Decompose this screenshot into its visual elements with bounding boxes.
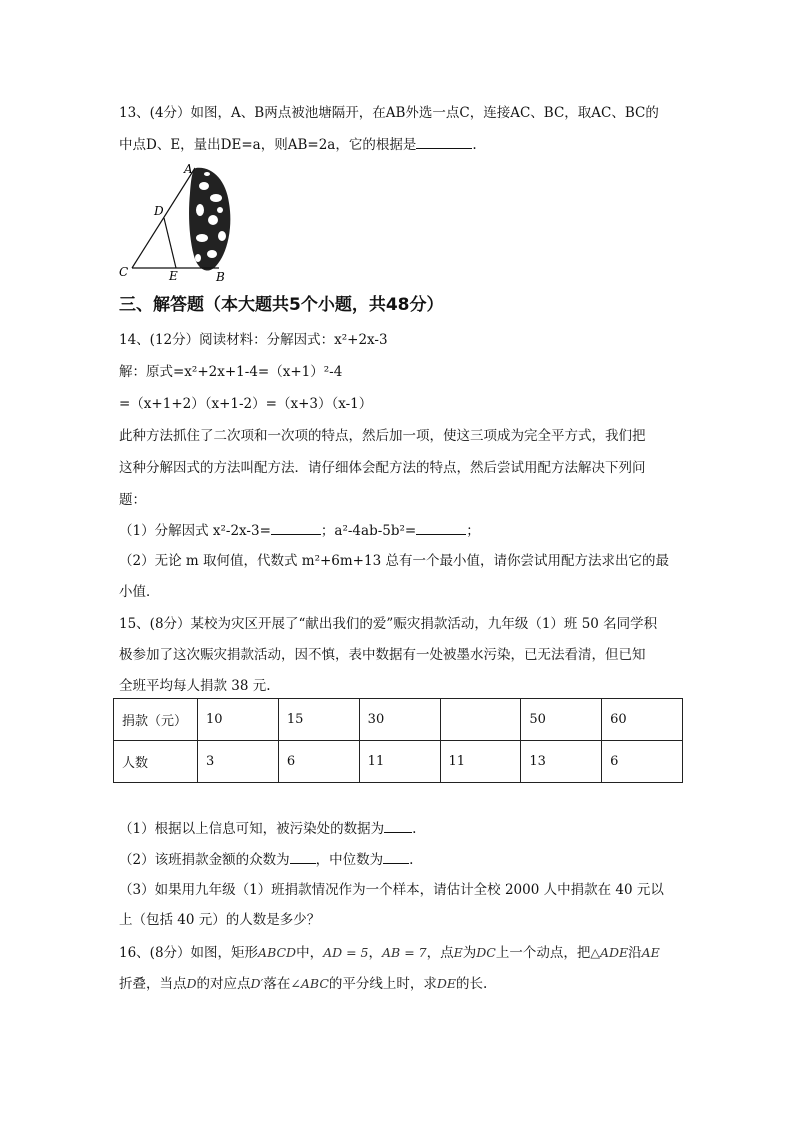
line-AC (132, 168, 195, 268)
table-cell: 15 (278, 699, 359, 741)
q15-sub2 (119, 849, 413, 870)
q15-sub1 (119, 818, 416, 839)
q16-text: 上一个动点，把 (495, 945, 591, 961)
q16-math: D (186, 976, 197, 991)
q14-sub2-line1: （2）无论 m 取何值，代数式 m²+6m+13 总有一个最小值，请你尝试用配方法求出它的最 (119, 553, 669, 569)
q14-line5: 这种分解因式的方法叫配方法．请仔细体会配方法的特点，然后尝试用配方法解决下列问 (119, 460, 646, 476)
q13-line2 (119, 134, 477, 155)
line-DE (164, 218, 176, 268)
q16-text: 16、(8分）如图，矩形 (119, 945, 259, 961)
q16-math: D′ (250, 976, 264, 991)
q14-sub2-line2: 小值． (119, 584, 160, 600)
table-cell: 13 (521, 741, 602, 783)
q13-line2-end: . (472, 137, 477, 153)
table-cell: 60 (602, 699, 683, 741)
q16-text: 折叠，当点 (119, 976, 187, 992)
q15-sub1-end: . (412, 821, 417, 837)
q16-math: AD = 5 (323, 945, 369, 960)
q14-line1: 14、(12分）阅读材料：分解因式：x²+2x-3 (119, 332, 388, 348)
table-cell: 3 (198, 741, 279, 783)
q16-text: 为 (462, 945, 477, 961)
table-row-count (114, 741, 683, 783)
q16-math: AB = 7 (382, 945, 427, 960)
q15-sub2-blank-1[interactable] (290, 849, 316, 864)
q16-text: 的平分线上时，求 (328, 976, 437, 992)
q15-sub2-text-a: （2）该班捐款金额的众数为 (119, 852, 290, 868)
q15-sub2-blank-2[interactable] (383, 849, 409, 864)
q16-line2 (119, 974, 487, 994)
table-cell-blank (440, 699, 521, 741)
table-row-header (114, 699, 683, 741)
table-cell: 6 (602, 741, 683, 783)
table-cell: 人数 (114, 741, 198, 783)
q15-line1: 15、(8分）某校为灾区开展了“献出我们的爱”赈灾捐款活动，九年级（1）班 50 名同学积 (119, 616, 658, 632)
q15-sub1-text: （1）根据以上信息可知，被污染处的数据为 (119, 821, 385, 837)
q16-math: ABCD (258, 945, 297, 960)
q14-line3: =（x+1+2）（x+1-2）=（x+3）（x-1） (119, 396, 373, 412)
donation-table (113, 698, 683, 783)
label-E: E (169, 269, 178, 283)
q14-sub1 (119, 520, 480, 541)
q15-line2: 极参加了这次赈灾捐款活动，因不慎，表中数据有一处被墨水污染，已无法看清，但已知 (119, 647, 646, 663)
table-cell: 6 (278, 741, 359, 783)
table-cell: 11 (359, 741, 440, 783)
q16-math: E (453, 945, 463, 960)
table-cell: 10 (198, 699, 279, 741)
table-cell: 11 (440, 741, 521, 783)
q16-text: 的对应点 (196, 976, 251, 992)
q16-text: ， (368, 945, 383, 961)
q13-line2-text: 中点D、E，量出DE=a，则AB=2a，它的根据是 (119, 137, 417, 153)
label-D: D (154, 204, 164, 218)
q14-sub1-text-a: （1）分解因式 x²-2x-3= (119, 523, 271, 539)
q16-text: 落在 (263, 976, 291, 992)
q15-sub2-end: . (409, 852, 414, 868)
q13-answer-blank[interactable] (416, 134, 472, 149)
q15-line3: 全班平均每人捐款 38 元. (119, 678, 271, 694)
q14-line2: 解：原式=x²+2x+1-4=（x+1）²-4 (119, 364, 343, 380)
label-C: C (119, 265, 129, 279)
q14-sub1-blank-1[interactable] (271, 520, 321, 535)
q13-line1: 13、(4分）如图，A、B两点被池塘隔开，在AB外选一点C，连接AC、BC，取AC、BC的 (119, 105, 659, 121)
q14-sub1-text-c: ； (466, 523, 480, 539)
q15-sub1-blank[interactable] (384, 818, 412, 833)
q16-text: 沿 (628, 945, 642, 961)
q16-text: 中， (296, 945, 324, 961)
q16-math: DE (436, 976, 457, 991)
q14-line4: 此种方法抓住了二次项和一次项的特点，然后加一项，使这三项成为完全平方式，我们把 (119, 428, 646, 444)
q14-line6: 题： (119, 492, 146, 508)
q14-sub1-text-b: ；a²-4ab-5b²= (320, 523, 417, 539)
table-cell: 捐款（元） (114, 699, 198, 741)
q15-sub3-line2: 上（包括 40 元）的人数是多少？ (119, 912, 321, 928)
table-cell: 30 (359, 699, 440, 741)
q15-sub3-line1: （3）如果用九年级（1）班捐款情况作为一个样本，请估计全校 2000 人中捐款在 40 元以 (119, 882, 664, 898)
label-B: B (216, 270, 225, 283)
table-cell: 50 (521, 699, 602, 741)
q16-math: △ADE (590, 945, 629, 960)
pond-figure (112, 158, 242, 283)
q16-line1 (119, 943, 660, 963)
section-3-title: 三、解答题（本大题共5个小题，共48分） (119, 295, 444, 315)
pond-diagram (112, 158, 242, 283)
q16-text: 的长. (456, 976, 488, 992)
q16-text: ，点 (426, 945, 454, 961)
q15-sub2-text-b: ，中位数为 (315, 852, 384, 868)
q16-math: AE (641, 945, 660, 960)
q16-math: ∠ABC (290, 976, 329, 991)
q14-sub1-blank-2[interactable] (416, 520, 466, 535)
label-A: A (184, 162, 193, 176)
q16-math: DC (476, 945, 496, 960)
